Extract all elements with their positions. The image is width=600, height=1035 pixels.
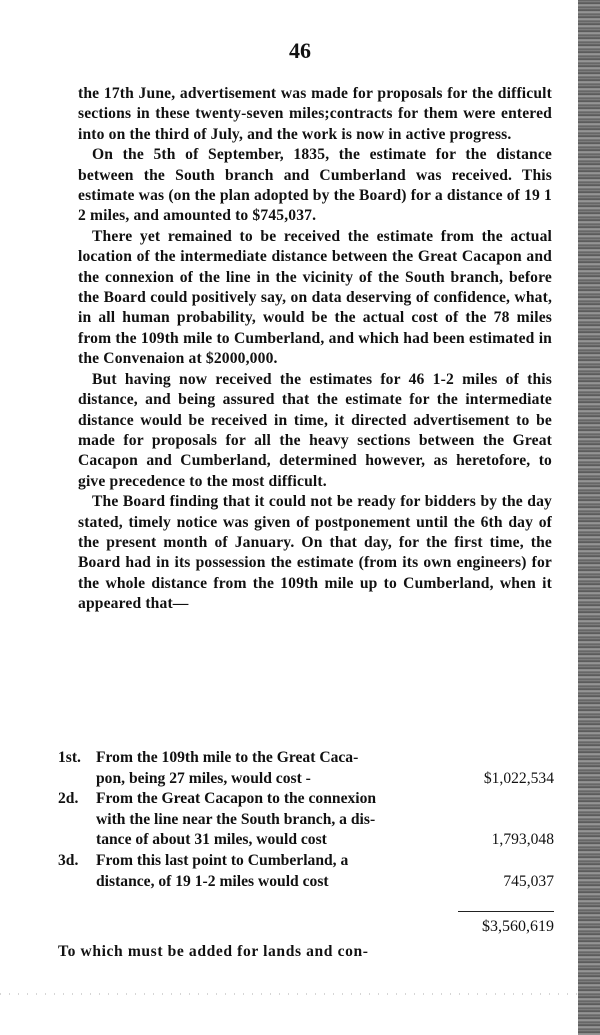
body-text (78, 84, 552, 615)
cost-item-line: From the Great Cacapon to the connexion (96, 790, 377, 808)
paragraph-2: On the 5th of September, 1835, the estimate for the distance between the South branch and Cumberland was received. This estimate was (on the plan adopted by the Board) for a distance of 19 1 2 miles, and amounted to $745,037. (78, 146, 552, 225)
scan-artifact (0, 993, 578, 995)
closing-line: To which must be added for lands and con- (58, 943, 369, 960)
cost-item-line: tance of about 31 miles, would cost (96, 831, 327, 849)
cost-item-amount: 1,793,048 (491, 831, 554, 849)
cost-item-amount: 745,037 (503, 872, 554, 890)
page-number: 46 (289, 38, 311, 63)
paragraph-1: the 17th June, advertisement was made for proposals for the difficult sections in these twenty-seven miles;contracts for them were entered into on the third of July, and the work is now in active progress. (78, 85, 552, 143)
cost-item-3 (58, 851, 554, 892)
total-amount: $3,560,619 (482, 918, 554, 935)
cost-item-label: 1st. (58, 749, 81, 766)
cost-item-line: From the 109th mile to the Great Caca- (96, 749, 359, 766)
cost-item-description (58, 851, 458, 892)
paragraph-3: There yet remained to be received the estimate from the actual location of the intermediate distance between the Great Cacapon and the connexion of the line in the vicinity of the South branch, before the Board could positively say, on data deserving of confidence, what, in all human probability, would be the actual cost of the 78 miles from the 109th mile to Cumberland, and which had been estimated in the Convenaion at $2000,000. (78, 227, 552, 368)
cost-item-1 (58, 748, 554, 789)
cost-item-amount: $1,022,534 (483, 769, 554, 787)
cost-item-line: pon, being 27 miles, would cost - (96, 769, 311, 787)
cost-item-line: distance, of 19 1-2 miles would cost (96, 872, 329, 890)
cost-item-label: 2d. (58, 790, 79, 808)
cost-item-2 (58, 789, 554, 851)
paragraph-5: The Board finding that it could not be ready for bidders by the day stated, timely notice was given of postponement until the 6th day of the present month of January. On that day, for the first time, the Board had in its possession the estimate (from its own engineers) for the whole distance from the 109th mile up to Cumberland, when it appeared that— (78, 493, 552, 613)
cost-item-line: with the line near the South branch, a dis- (96, 810, 376, 828)
cost-item-description (58, 789, 458, 851)
paragraph-4: But having now received the estimates for 46 1-2 miles of this distance, and being assured that the estimate for the intermediate distance would be received in time, it directed advertisement to be made for proposals for all the heavy sections between the Great Cacapon and Cumberland, determined however, as heretofore, to give precedence to the most difficult. (78, 370, 552, 490)
cost-item-description (58, 748, 458, 789)
cost-list (58, 748, 554, 892)
cost-item-line: From this last point to Cumberland, a (96, 851, 349, 869)
binding-edge (578, 0, 600, 1035)
total-rule (458, 911, 554, 912)
cost-item-label: 3d. (58, 851, 79, 869)
